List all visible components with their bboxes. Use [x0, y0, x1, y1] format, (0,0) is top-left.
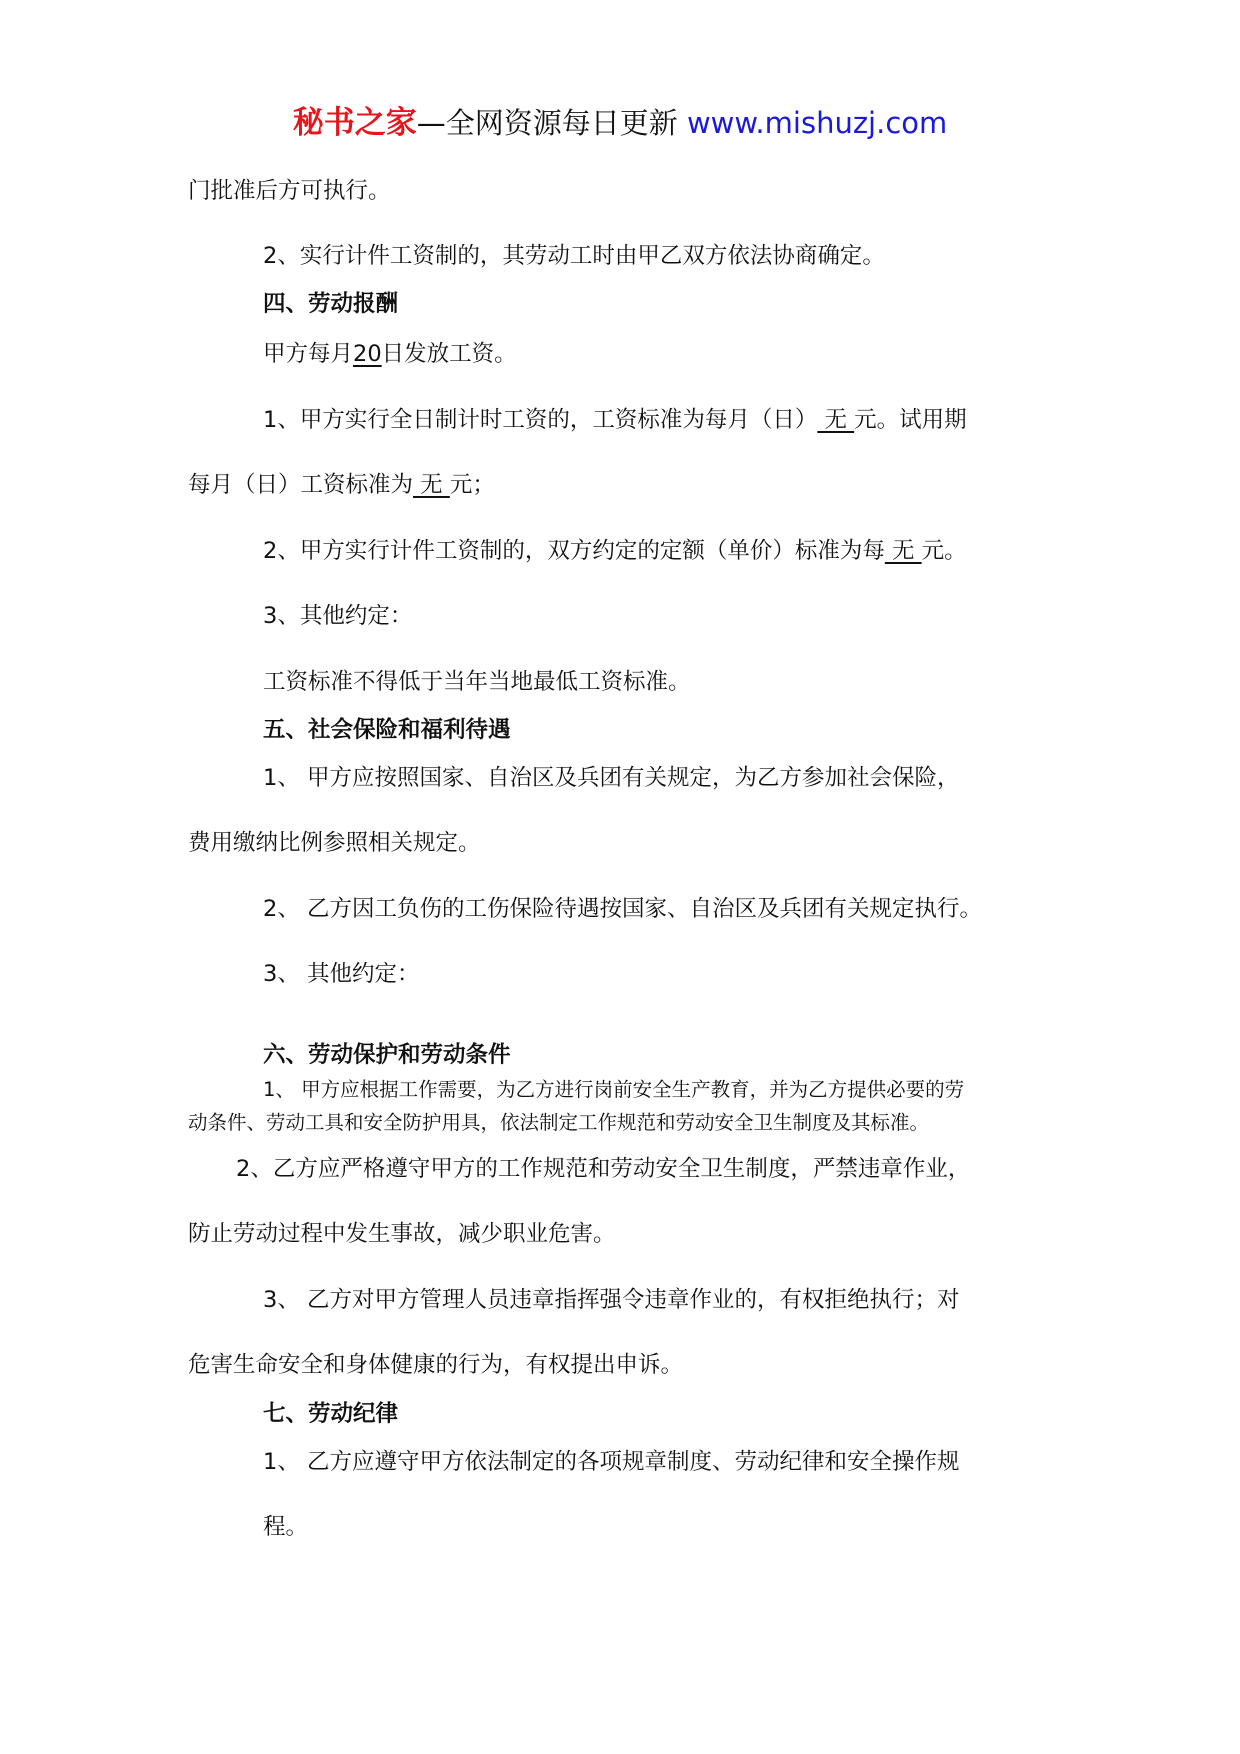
text-run: 甲方每月 [263, 341, 354, 367]
paragraph-line: 门批准后方可执行。 [188, 178, 391, 204]
text-run: 1、甲方实行全日制计时工资的，工资标准为每月（日） [263, 407, 818, 433]
section-heading: 七、劳动纪律 [263, 1401, 399, 1427]
filled-blank: 无 [413, 472, 450, 498]
paragraph-line: 1、 乙方应遵守甲方依法制定的各项规章制度、劳动纪律和安全操作规 [263, 1449, 960, 1475]
text-run: 元。 [921, 538, 967, 564]
paragraph-line: 1、 甲方应按照国家、自治区及兵团有关规定，为乙方参加社会保险， [263, 765, 960, 791]
text-run: 每月（日）工资标准为 [188, 472, 414, 498]
section-heading: 六、劳动保护和劳动条件 [263, 1042, 511, 1068]
paragraph-line: 2、实行计件工资制的，其劳动工时由甲乙双方依法协商确定。 [263, 243, 885, 269]
paragraph-line: 防止劳动过程中发生事故，减少职业危害。 [188, 1221, 616, 1247]
page-header [0, 101, 1240, 145]
filled-blank: 20 [353, 341, 382, 367]
paragraph-line [263, 535, 967, 567]
paragraph-line: 动条件、劳动工具和安全防护用具，依法制定工作规范和劳动安全卫生制度及其标准。 [188, 1111, 930, 1134]
paragraph-line: 2、乙方应严格遵守甲方的工作规范和劳动安全卫生制度，严禁违章作业， [236, 1156, 971, 1182]
paragraph-line: 1、 甲方应根据工作需要，为乙方进行岗前安全生产教育，并为乙方提供必要的劳 [263, 1078, 965, 1101]
paragraph-line: 程。 [263, 1514, 309, 1540]
header-tagline: —全网资源每日更新 [416, 106, 687, 140]
brand-name: 秘书之家 [292, 105, 417, 141]
paragraph-line: 3、其他约定： [263, 603, 413, 629]
text-run: 元； [449, 472, 495, 498]
filled-blank: 无 [817, 407, 855, 433]
paragraph-line: 费用缴纳比例参照相关规定。 [188, 830, 481, 856]
paragraph-line [263, 338, 517, 370]
paragraph-line [263, 404, 967, 436]
text-run: 元。试用期 [854, 407, 967, 433]
section-heading: 五、社会保险和福利待遇 [263, 717, 511, 743]
text-run: 2、甲方实行计件工资制的，双方约定的定额（单价）标准为每 [263, 538, 885, 564]
paragraph-line [188, 469, 495, 501]
paragraph-line: 3、 其他约定： [263, 961, 420, 987]
paragraph-line: 危害生命安全和身体健康的行为，有权提出申诉。 [188, 1352, 684, 1378]
text-run: 日发放工资。 [381, 341, 517, 367]
section-heading: 四、劳动报酬 [263, 291, 399, 317]
paragraph-line: 3、 乙方对甲方管理人员违章指挥强令违章作业的，有权拒绝执行；对 [263, 1287, 960, 1313]
paragraph-line: 2、 乙方因工负伤的工伤保险待遇按国家、自治区及兵团有关规定执行。 [263, 896, 982, 922]
header-url: www.mishuzj.com [686, 106, 948, 140]
paragraph-line: 工资标准不得低于当年当地最低工资标准。 [263, 669, 691, 695]
filled-blank: 无 [884, 538, 922, 564]
